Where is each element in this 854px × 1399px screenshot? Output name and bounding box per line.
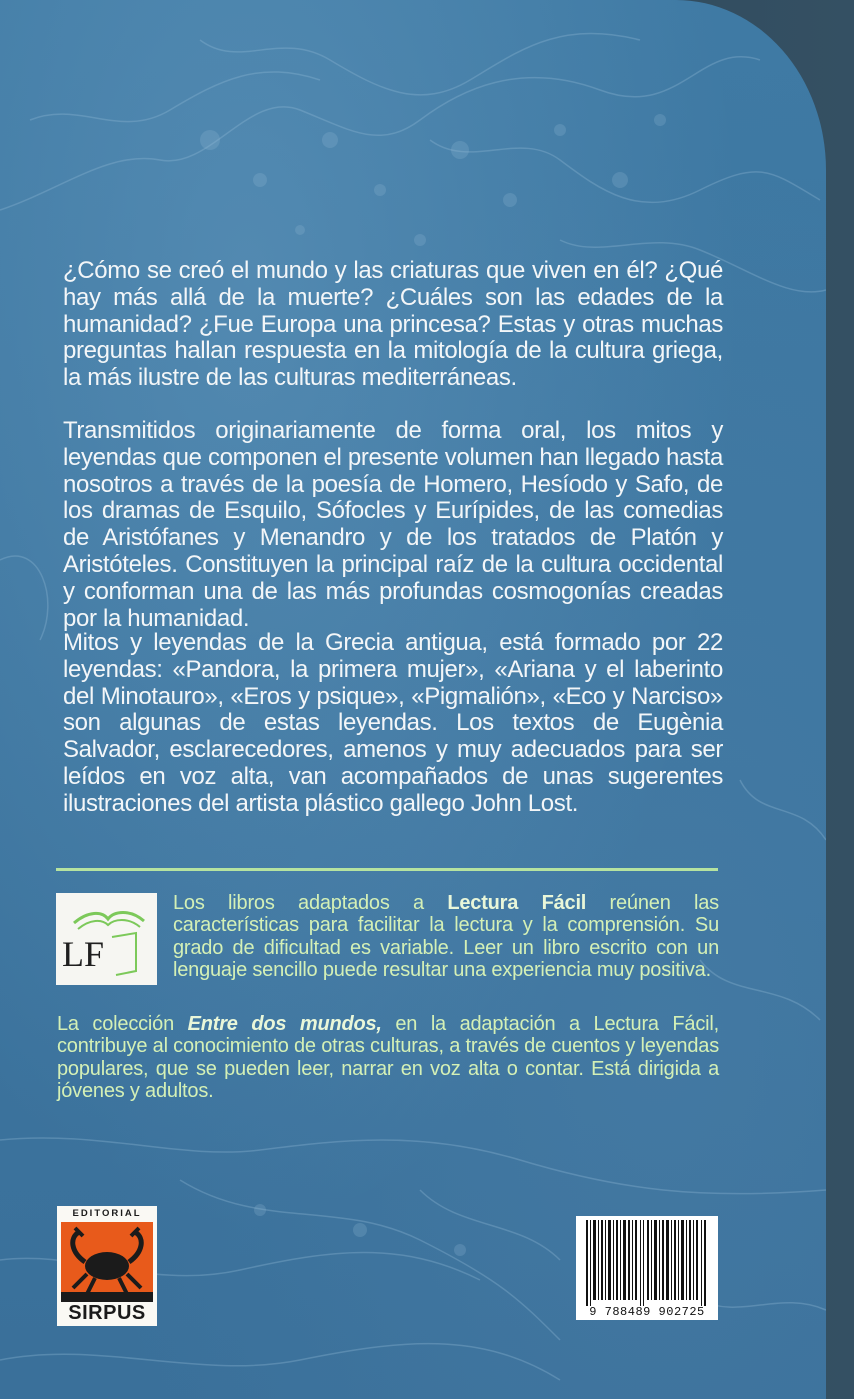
coleccion-title: Entre dos mundos, <box>187 1013 382 1035</box>
lf-text-post: reúnen las características para facilitar la lectura y la comprensión. Su grado de dificultad es variable. Leer un libro escrito con un lenguaje sencillo puede resultar una experiencia muy positiva. <box>173 892 719 981</box>
isbn-barcode <box>576 1216 718 1320</box>
blurb-paragraph-1: ¿Cómo se creó el mundo y las criaturas que viven en él? ¿Qué hay más allá de la muerte? ¿Cuáles son las edades de la humanidad? ¿Fue Europa una princesa? Estas y otras muchas preguntas hallan respuesta en la mitología de la cultura griega, la más ilustre de las culturas mediterráneas. <box>63 257 723 392</box>
blurb-paragraph-2: Transmitidos originariamente de forma oral, los mitos y leyendas que componen el presente volumen han llegado hasta nosotros a través de la poesía de Homero, Hesíodo y Safo, de los dramas de Esquilo, Sófocles y Eurípides, de las comedias de Aristófanes y Menandro y de los tratados de Platón y Aristóteles. Constituyen la principal raíz de la cultura occidental y conforman una de las más profundas cosmogonías creadas por la humanidad. <box>63 417 723 632</box>
lf-text-pre: Los libros adaptados a <box>173 892 448 914</box>
publisher-logo <box>57 1206 157 1326</box>
coleccion-description <box>57 1013 719 1102</box>
publisher-name: SIRPUS <box>68 1302 146 1324</box>
lectura-facil-logo-text: LF <box>62 934 105 974</box>
lectura-facil-logo <box>56 893 157 985</box>
green-divider <box>56 868 718 871</box>
lectura-facil-description <box>173 892 719 981</box>
lf-text-bold: Lectura Fácil <box>447 892 587 914</box>
publisher-emblem <box>61 1222 153 1302</box>
crab-icon <box>61 1222 153 1302</box>
coleccion-text-pre: La colección <box>57 1013 188 1035</box>
coleccion-text-post: en la adaptación a Lectura Fácil, contribuye al conocimiento de otras culturas, a través de cuentos y leyendas populares, que se pueden leer, narrar en voz alta o contar. Está dirigida a jóvenes y adultos. <box>57 1013 719 1102</box>
publisher-label: EDITORIAL <box>72 1208 142 1219</box>
blurb-paragraph-3: Mitos y leyendas de la Grecia antigua, está formado por 22 leyendas: «Pandora, la primera mujer», «Ariana y el laberinto del Minotauro», «Eros y psique», «Pigmalión», «Eco y Narciso» son algunas de estas leyendas. Los textos de Eugènia Salvador, esclarecedores, amenos y muy adecuados para ser leídos en voz alta, van acompañados de unas sugerentes ilustraciones del artista plástico gallego John Lost. <box>63 629 723 817</box>
isbn-digits: 9 788489 902725 <box>589 1305 705 1319</box>
